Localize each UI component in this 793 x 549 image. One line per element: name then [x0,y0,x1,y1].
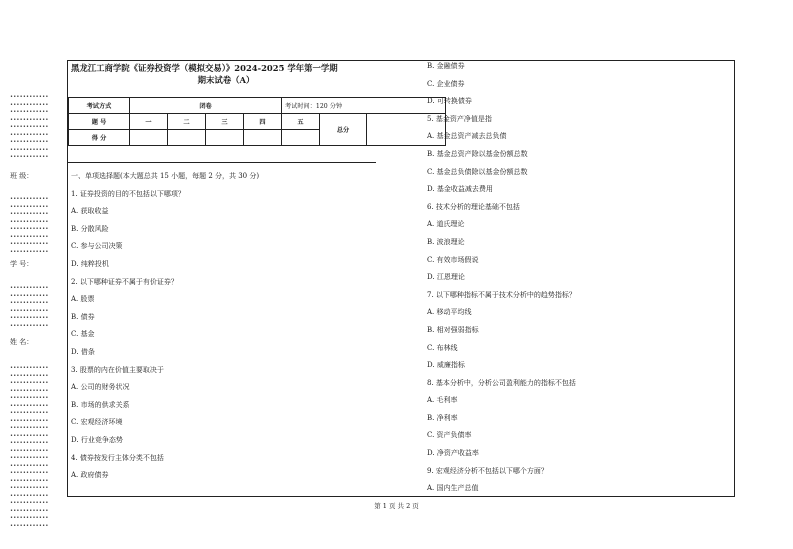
question-line: C. 宏观经济环境 [71,418,123,427]
question-line: D. 借条 [71,347,95,356]
question-line: C. 布林线 [427,343,458,352]
question-line: B. 基金总资产除以基金份额总数 [427,149,528,158]
question-line: D. 江恩理论 [427,273,465,282]
left-question-column [71,168,259,485]
score-cell [168,130,206,146]
column-header: 五 [282,114,320,130]
exam-title-line2: 期末试卷（A） [197,75,255,85]
question-line: C. 有效市场假说 [427,255,479,264]
question-line: C. 资产负债率 [427,431,472,440]
exam-title [71,62,381,86]
question-line: 9. 宏观经济分析不包括以下哪个方面？ [427,466,548,475]
question-line: B. 相对强弱指标 [427,325,479,334]
question-no-label: 题 号 [69,114,130,130]
question-line: A. 毛利率 [427,396,458,405]
score-cell [244,130,282,146]
question-line: 2. 以下哪种证券不属于有价证券？ [71,277,178,286]
column-header: 二 [168,114,206,130]
column-header: 四 [244,114,282,130]
question-line: 一、单项选择题(本大题总共 15 小题，每题 2 分，共 30 分) [71,172,260,180]
question-line: D. 行业竞争态势 [71,435,123,444]
question-line: B. 金融债券 [427,62,465,70]
question-line: A. 政府债券 [71,471,109,480]
question-line: D. 基金收益减去费用 [427,185,493,194]
question-line: B. 市场的供求关系 [71,400,130,409]
question-line: 8. 基本分析中，分析公司盈利能力的指标不包括 [427,378,576,387]
binding-dotted-line: •••••••••••• •••••••••••• •••••••••••• •••••••••••• •••••••••••• •••••••••••• [10,285,49,329]
column-header: 一 [130,114,168,130]
right-question-column [427,58,576,498]
question-line: A. 基金总资产减去总负债 [427,132,507,141]
class-label: 班 级： [10,172,34,180]
question-line: 4. 债券按发行主体分类不包括 [71,453,164,462]
question-line: C. 基金 [71,330,95,339]
exam-format-label: 考试方式 [69,98,130,114]
score-cell [282,130,320,146]
question-line: B. 净利率 [427,413,458,422]
student-id-label: 学 号： [10,260,34,268]
question-line: A. 道氏理论 [427,220,465,229]
binding-dotted-line: •••••••••••• •••••••••••• •••••••••••• •••••••••••• •••••••••••• •••••••••••• •••••••••••• •••••••••••• [10,196,49,255]
score-cell [206,130,244,146]
question-line: A. 获取收益 [71,207,109,216]
question-line: 5. 基金资产净值是指 [427,114,492,123]
column-header: 三 [206,114,244,130]
exam-title-line1: 黑龙江工商学院《证券投资学（模拟交易）》2024-2025 学年第一学期 [71,63,338,73]
score-cell [130,130,168,146]
question-line: C. 企业债券 [427,79,465,88]
question-line: C. 参与公司决策 [71,242,123,251]
question-line: A. 公司的财务状况 [71,383,130,392]
question-line: 1. 证券投资的目的不包括以下哪项？ [71,189,185,198]
page-number: 第 1 页 共 2 页 [374,502,419,510]
question-line: 6. 技术分析的理论基础不包括 [427,202,520,211]
question-line: 7. 以下哪种指标不属于技术分析中的趋势指标？ [427,290,576,299]
exam-time: 考试时间：120 分钟 [282,98,446,114]
question-line: C. 基金总负债除以基金份额总数 [427,167,528,176]
total-label: 总分 [320,114,367,146]
question-line: A. 股票 [71,295,95,304]
binding-dotted-line: •••••••••••• •••••••••••• •••••••••••• •••••••••••• •••••••••••• •••••••••••• •••••••••••• •••••••••••• •••••••••••• [10,94,49,160]
question-line: D. 净资产收益率 [427,449,479,458]
question-line: B. 波浪理论 [427,237,465,246]
score-label: 得 分 [69,130,130,146]
question-line: A. 国内生产总值 [427,484,479,493]
section-divider [68,162,376,163]
question-line: D. 可转换债券 [427,97,472,106]
question-line: A. 移动平均线 [427,308,472,317]
name-label: 姓 名： [10,338,34,346]
binding-dotted-line: •••••••••••• •••••••••••• •••••••••••• •••••••••••• •••••••••••• •••••••••••• •••••••••••• •••••••••••• •••••••••••• •••••••••••• •••••••••••• •••••••••••• •••••••••••• •••••••••••• •••••••••••• •••••••••••• •••••••••••• •••••••••••• •••••••••••• •••••••••••• •••••••••••• •••••••••••• [10,365,49,529]
question-line: B. 分散风险 [71,224,109,233]
question-line: D. 纯粹投机 [71,259,109,268]
question-line: 3. 股票的内在价值主要取决于 [71,365,164,374]
exam-format-value: 闭卷 [130,98,282,114]
question-line: D. 威廉指标 [427,361,465,370]
score-table [68,97,446,146]
question-line: B. 债券 [71,312,95,321]
